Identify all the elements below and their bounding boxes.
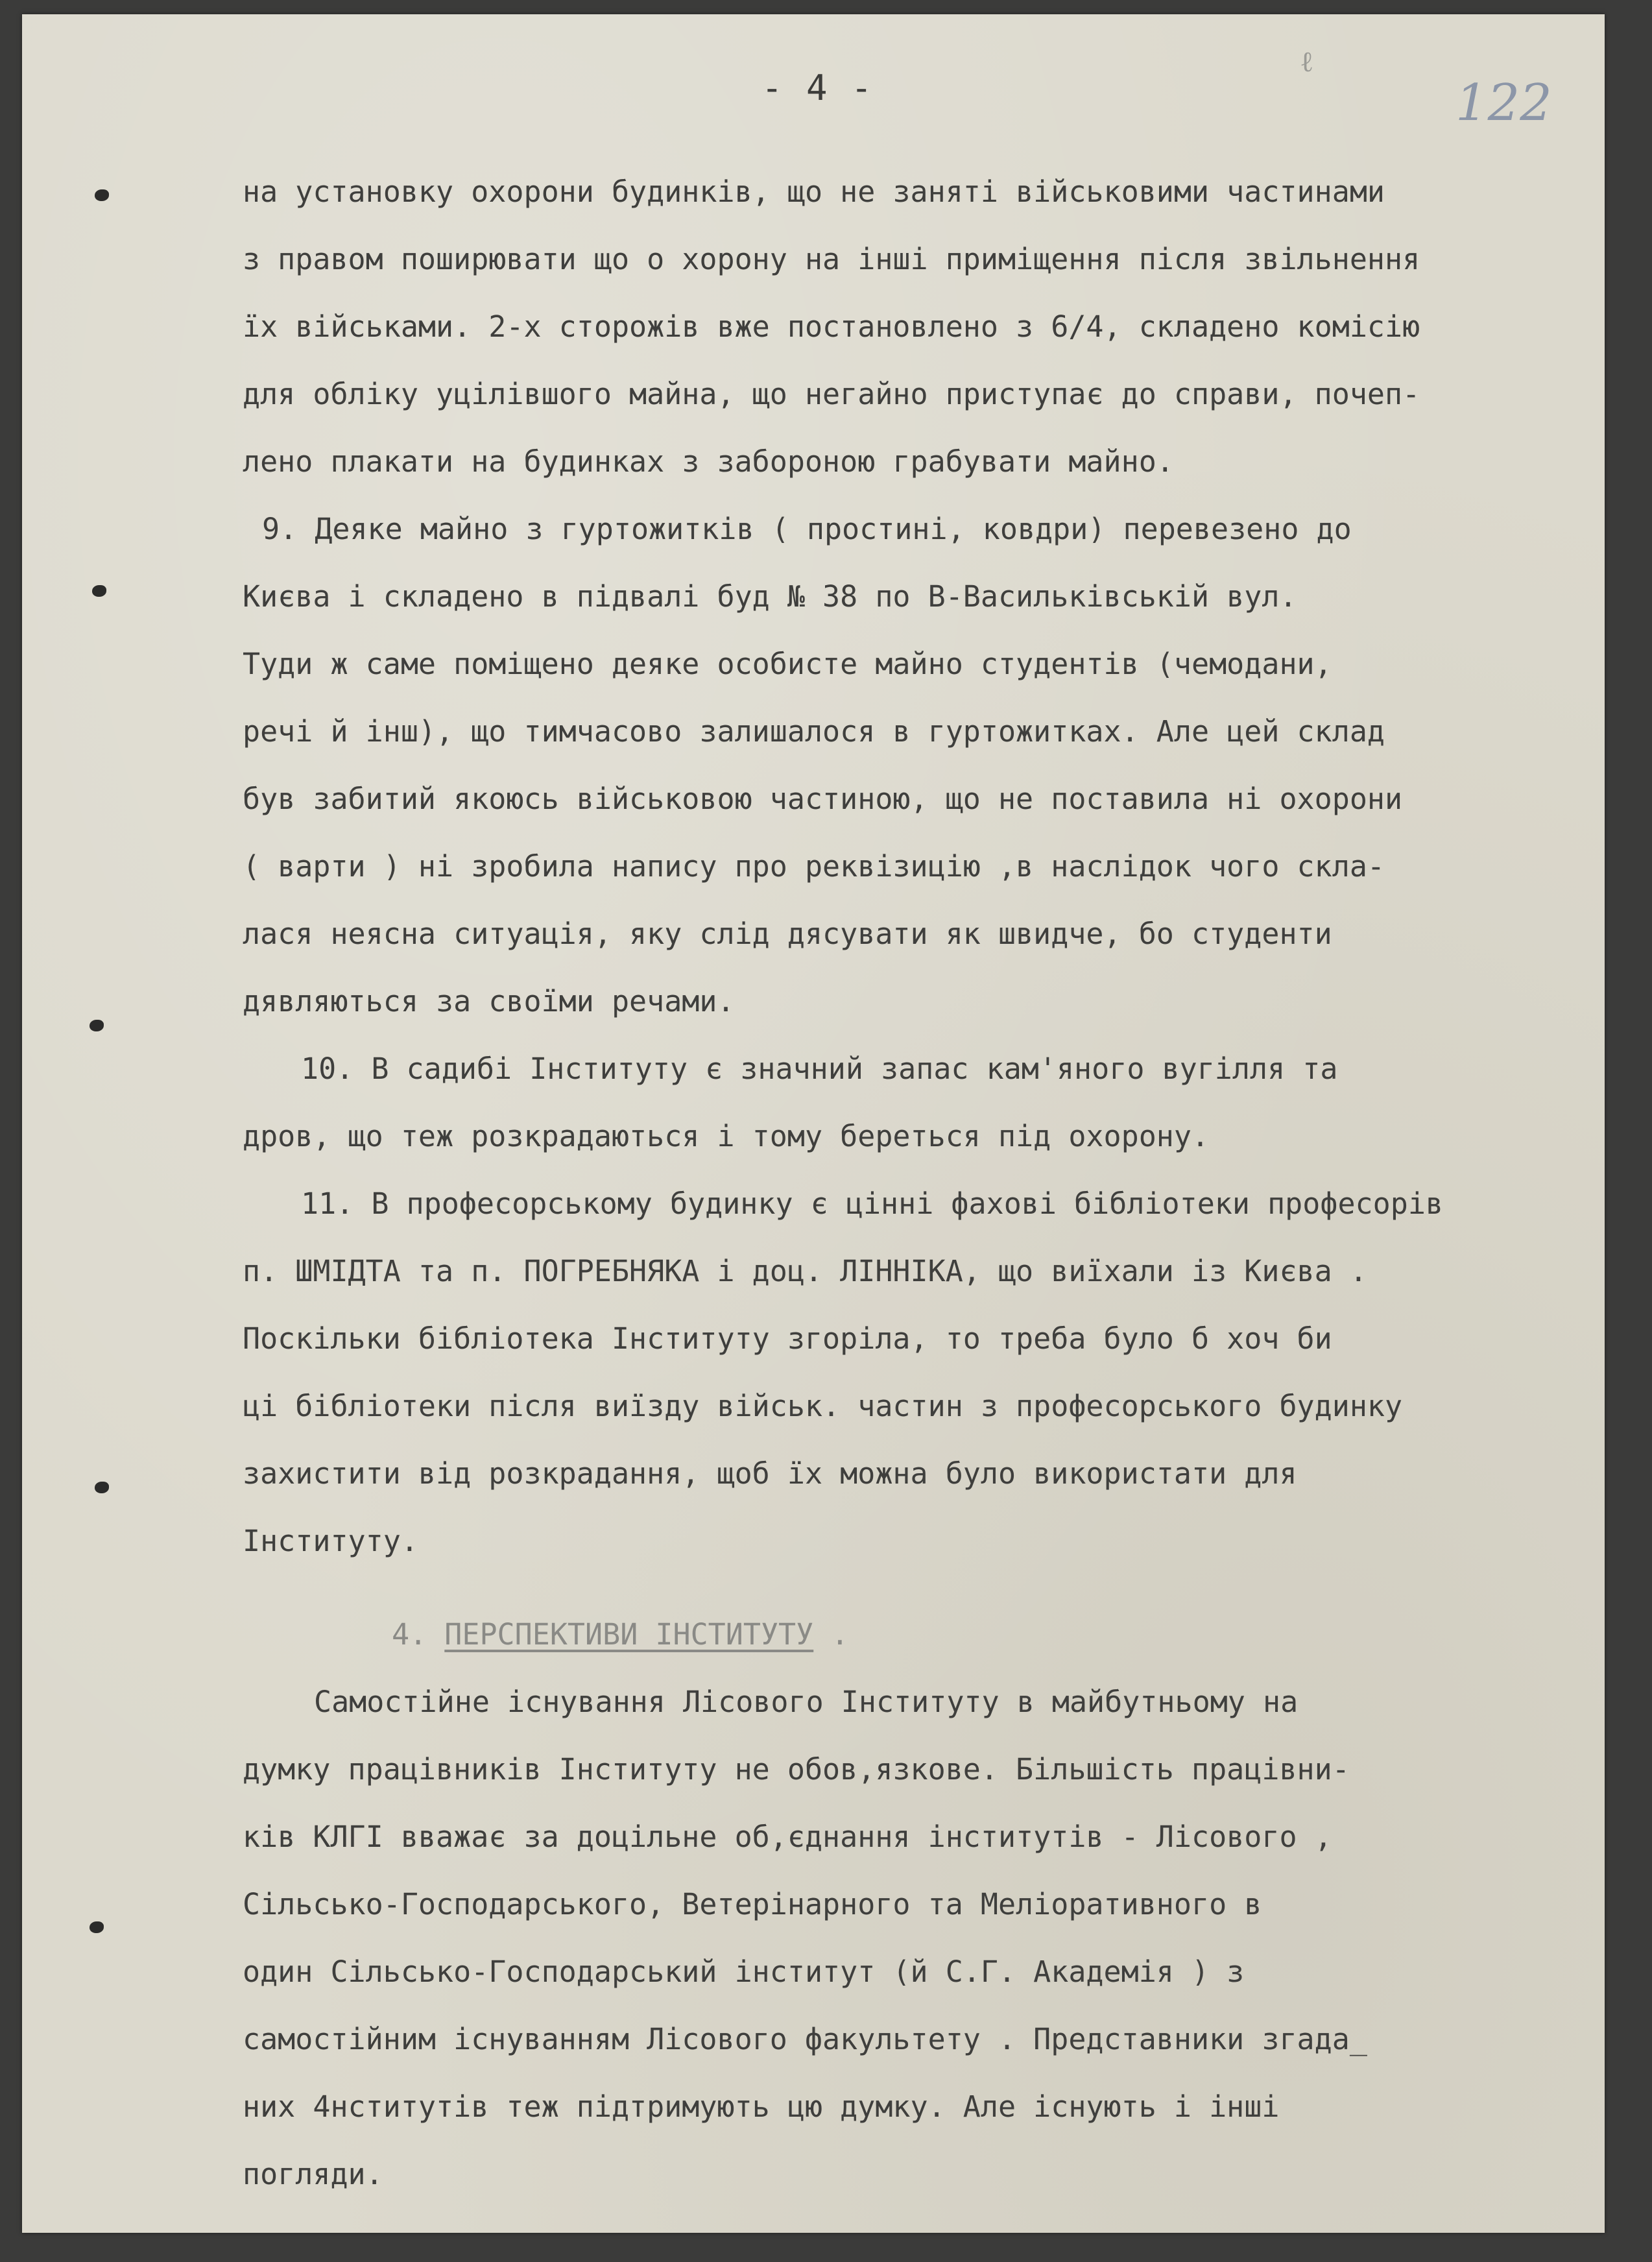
- text-line: самостійним існуванням Лісового факультету . Представники згада_: [243, 2022, 1367, 2056]
- text-line: ків КЛГІ вважає за доцільне об,єднання інститутів - Лісового ,: [243, 1820, 1332, 1854]
- section-heading: [243, 1601, 1605, 1668]
- text-line: з правом поширювати що о хорону на інші приміщення після звільнення: [243, 242, 1420, 276]
- pencil-mark: ℓ: [1300, 45, 1314, 78]
- text-line: п. ШМІДТА та п. ПОГРЕБНЯКА і доц. ЛІННІКА, що виїхали із Києва .: [243, 1254, 1367, 1288]
- text-line: Туди ж саме поміщено деяке особисте майно студентів (чемодани,: [243, 647, 1332, 681]
- paragraph-11-start: 11. В професорському будинку є цінні фахові бібліотеки професорів: [301, 1186, 1443, 1221]
- text-line: ці бібліотеки після виїзду військ. частин з професорського будинку: [243, 1389, 1403, 1423]
- text-line: дявляються за своїми речами.: [243, 984, 735, 1018]
- text-line: їх військами. 2-х сторожів вже постановлено з 6/4, складено комісію: [243, 309, 1420, 344]
- text-line: речі й інш), що тимчасово залишалося в гуртожитках. Але цей склад: [243, 714, 1385, 749]
- paragraph-9-start: 9. Деяке майно з гуртожитків ( простині, ковдри) перевезено до: [262, 512, 1352, 546]
- binder-hole: [90, 1020, 104, 1031]
- text-line: Інституту.: [243, 1524, 418, 1558]
- paragraph-10-start: 10. В садибі Інституту є значний запас кам'яного вугілля та: [301, 1052, 1338, 1086]
- text-line: захистити від розкрадання, щоб їх можна було використати для: [243, 1456, 1297, 1491]
- page-number: - 4 -: [761, 67, 874, 108]
- text-line: дров, що теж розкрадаються і тому береться під охорону.: [243, 1119, 1210, 1153]
- section-number: 4.: [392, 1617, 427, 1652]
- text-line: Києва і складено в підвалі буд № 38 по В-Васильківській вул.: [243, 579, 1297, 614]
- text-line: ( варти ) ні зробила напису про реквізицію ,в наслідок чого скла-: [243, 849, 1385, 884]
- document-page: [22, 14, 1605, 2233]
- section-title: ПЕРСПЕКТИВИ ІНСТИТУТУ: [444, 1617, 814, 1652]
- text-line: один Сільсько-Господарський інститут (й С.Г. Академія ) з: [243, 1955, 1245, 1989]
- text-line: для обліку уцілівшого майна, що негайно приступає до справи, почеп-: [243, 377, 1420, 411]
- binder-hole: [95, 1482, 109, 1493]
- section-title-trail: .: [813, 1617, 849, 1652]
- binder-hole: [92, 585, 106, 597]
- text-line: на установку охорони будинків, що не заняті військовими частинами: [243, 174, 1385, 209]
- text-line: Сільсько-Господарського, Ветерінарного та Меліоративного в: [243, 1887, 1262, 1921]
- text-line: лася неясна ситуація, яку слід дясувати як швидче, бо студенти: [243, 917, 1332, 951]
- text-line: них 4нститутів теж підтримують цю думку. Але існують і інші: [243, 2089, 1280, 2124]
- text-line: думку працівників Інституту не обов,язкове. Більшість працівни-: [243, 1752, 1350, 1787]
- document-body: [243, 158, 1605, 2208]
- binder-hole: [95, 189, 109, 201]
- text-line: був забитий якоюсь військовою частиною, що не поставила ні охорони: [243, 782, 1403, 816]
- text-line: погляди.: [243, 2157, 383, 2191]
- archive-folio-number: 122: [1455, 74, 1552, 132]
- text-line: лено плакати на будинках з забороною грабувати майно.: [243, 444, 1174, 479]
- paragraph-perspectives-start: Самостійне існування Лісового Інституту в майбутньому на: [314, 1685, 1299, 1719]
- text-line: Поскільки бібліотека Інституту згоріла, то треба було б хоч би: [243, 1321, 1332, 1356]
- binder-hole: [90, 1921, 104, 1933]
